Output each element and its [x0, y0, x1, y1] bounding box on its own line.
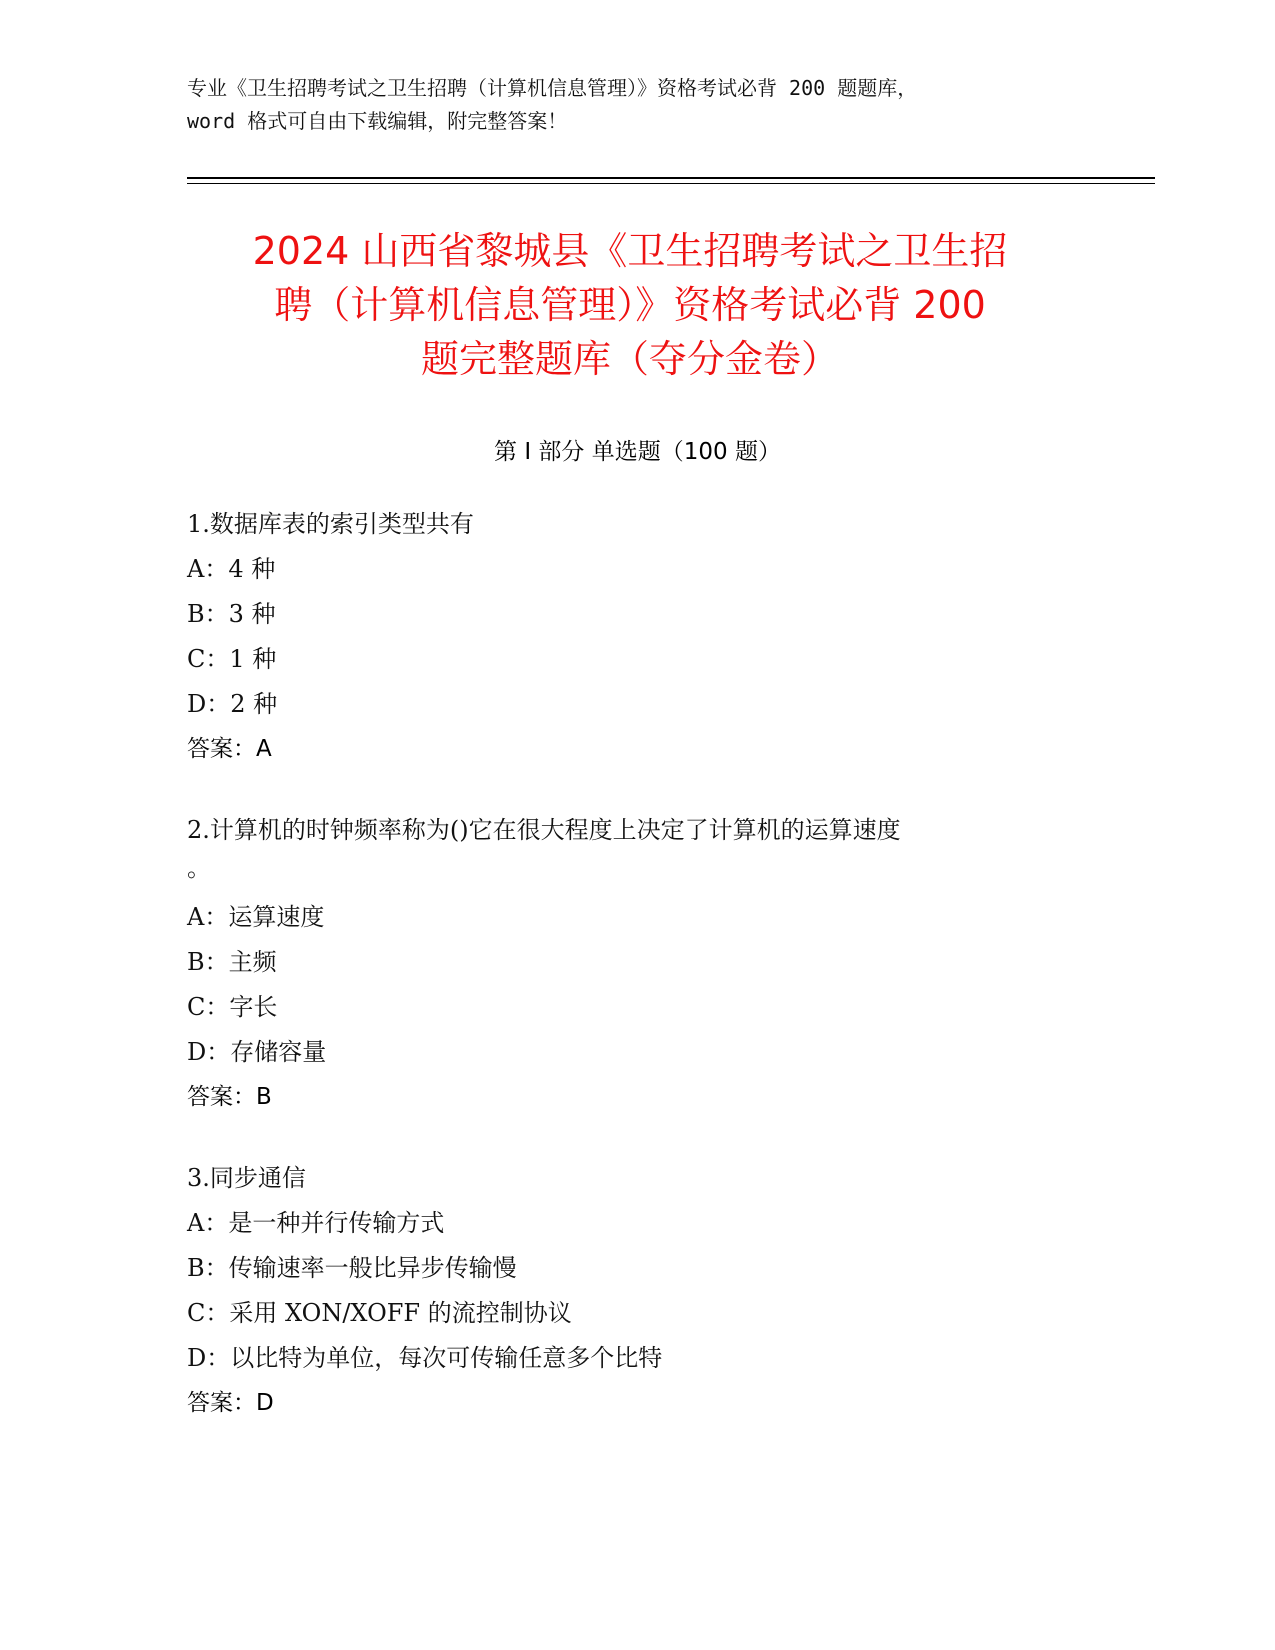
header-rule-thin	[187, 183, 1155, 184]
title-line-2: 聘（计算机信息管理）》资格考试必背 200	[274, 283, 986, 327]
question-3	[187, 1156, 1087, 1426]
question-stem-continuation: 。	[187, 854, 211, 882]
header-note-line-2: word 格式可自由下载编辑，附完整答案！	[187, 109, 568, 133]
option-b: B：传输速率一般比异步传输慢	[187, 1254, 517, 1282]
title-line-1: 2024 山西省黎城县《卫生招聘考试之卫生招	[252, 229, 1008, 273]
answer-label: 答案：A	[187, 736, 272, 762]
option-b: B：3 种	[187, 600, 276, 628]
option-a: A：4 种	[187, 555, 276, 583]
header-note-line-1: 专业《卫生招聘考试之卫生招聘（计算机信息管理）》资格考试必背 200 题题库，	[187, 76, 918, 100]
title-line-3: 题完整题库（夺分金卷）	[420, 337, 839, 381]
option-c: C：采用 XON/XOFF 的流控制协议	[187, 1299, 572, 1327]
header-rule-thick	[187, 177, 1155, 179]
question-stem: 3.同步通信	[187, 1164, 306, 1192]
option-d: D：存储容量	[187, 1038, 327, 1066]
question-stem: 1.数据库表的索引类型共有	[187, 510, 474, 538]
document-title	[130, 224, 1130, 386]
question-1	[187, 502, 1087, 772]
section-heading: 第 I 部分 单选题（100 题）	[494, 439, 781, 465]
option-d: D：2 种	[187, 690, 278, 718]
option-d: D：以比特为单位，每次可传输任意多个比特	[187, 1344, 663, 1372]
option-a: A：运算速度	[187, 903, 325, 931]
header-note	[187, 72, 1087, 138]
option-c: C：字长	[187, 993, 278, 1021]
option-b: B：主频	[187, 948, 277, 976]
option-c: C：1 种	[187, 645, 277, 673]
option-a: A：是一种并行传输方式	[187, 1209, 445, 1237]
question-stem: 2.计算机的时钟频率称为()它在很大程度上决定了计算机的运算速度	[187, 816, 901, 844]
question-2	[187, 808, 1087, 1120]
answer-label: 答案：B	[187, 1084, 272, 1110]
answer-label: 答案：D	[187, 1390, 274, 1416]
